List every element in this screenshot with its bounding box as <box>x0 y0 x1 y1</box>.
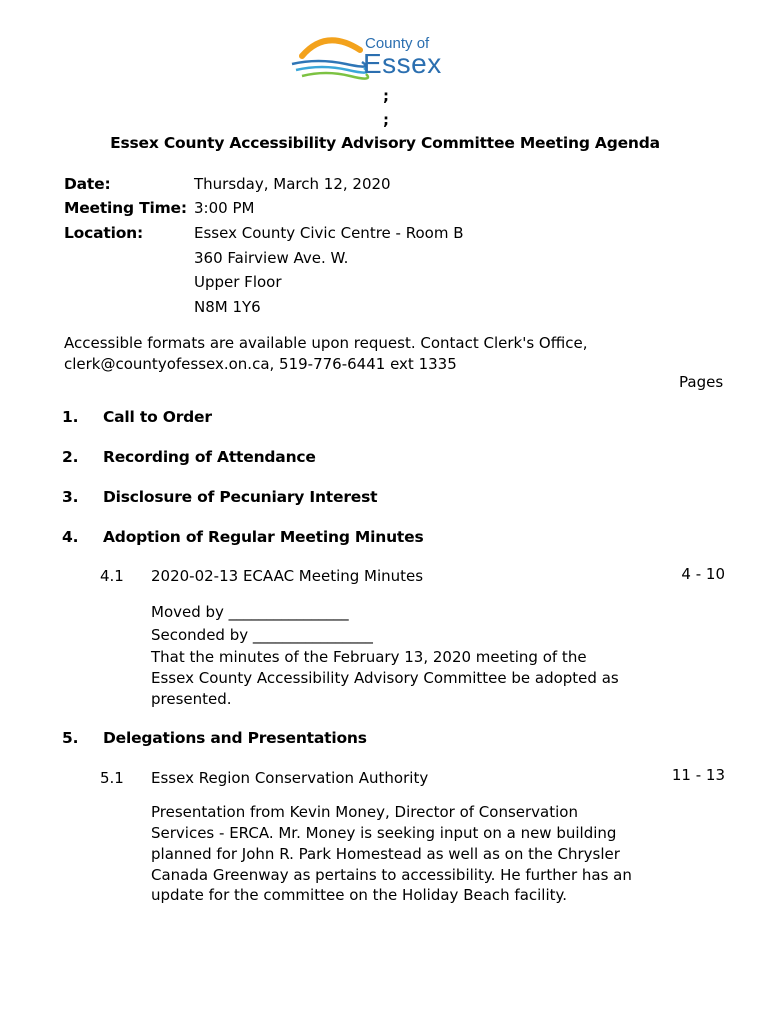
time-value: 3:00 PM <box>194 199 255 217</box>
item-title: Call to Order <box>103 408 212 426</box>
subitem-pages: 11 - 13 <box>671 766 725 784</box>
pages-header: Pages <box>679 373 724 391</box>
location-line: Upper Floor <box>194 273 282 291</box>
date-value: Thursday, March 12, 2020 <box>194 175 391 193</box>
presentation-line: Services - ERCA. Mr. Money is seeking input on a new building <box>151 824 617 842</box>
location-line: 360 Fairview Ave. W. <box>194 249 349 267</box>
item-title: Recording of Attendance <box>103 448 316 466</box>
presentation-line: update for the committee on the Holiday Beach facility. <box>151 886 568 904</box>
motion-line: presented. <box>151 690 232 708</box>
item-number: 2. <box>62 448 79 466</box>
subitem-number: 5.1 <box>100 769 124 787</box>
subitem-pages: 4 - 10 <box>681 565 725 583</box>
location-line: Essex County Civic Centre - Room B <box>194 224 464 242</box>
presentation-line: Presentation from Kevin Money, Director of Conservation <box>151 803 578 821</box>
accessible-note-line: clerk@countyofessex.on.ca, 519-776-6441 ext 1335 <box>64 355 457 373</box>
logo-essex-text: Essex <box>363 48 442 79</box>
presentation-line: planned for John R. Park Homestead as well as on the Chrysler <box>151 845 620 863</box>
item-title: Disclosure of Pecuniary Interest <box>103 488 378 506</box>
marker: ; <box>383 111 389 129</box>
page-title: Essex County Accessibility Advisory Committee Meeting Agenda <box>110 134 660 152</box>
accessible-note-line: Accessible formats are available upon request. Contact Clerk's Office, <box>64 334 588 352</box>
logo-county-of-text: County of <box>365 35 430 52</box>
item-number: 3. <box>62 488 79 506</box>
item-number: 4. <box>62 528 79 546</box>
subitem-title: Essex Region Conservation Authority <box>151 769 429 787</box>
date-label: Date: <box>64 175 111 193</box>
motion-line: Seconded by ________________ <box>151 626 373 644</box>
item-title: Adoption of Regular Meeting Minutes <box>103 528 424 546</box>
motion-line: That the minutes of the February 13, 2020 meeting of the <box>151 648 587 666</box>
item-number: 5. <box>62 729 79 747</box>
subitem-number: 4.1 <box>100 567 124 585</box>
subitem-title: 2020-02-13 ECAAC Meeting Minutes <box>151 567 424 585</box>
item-title: Delegations and Presentations <box>103 729 367 747</box>
marker: ; <box>383 87 389 105</box>
motion-line: Moved by ________________ <box>151 603 349 621</box>
location-line: N8M 1Y6 <box>194 298 261 316</box>
time-label: Meeting Time: <box>64 199 187 217</box>
motion-line: Essex County Accessibility Advisory Committee be adopted as <box>151 669 619 687</box>
item-number: 1. <box>62 408 79 426</box>
presentation-line: Canada Greenway as pertains to accessibility. He further has an <box>151 866 632 884</box>
location-label: Location: <box>64 224 143 242</box>
